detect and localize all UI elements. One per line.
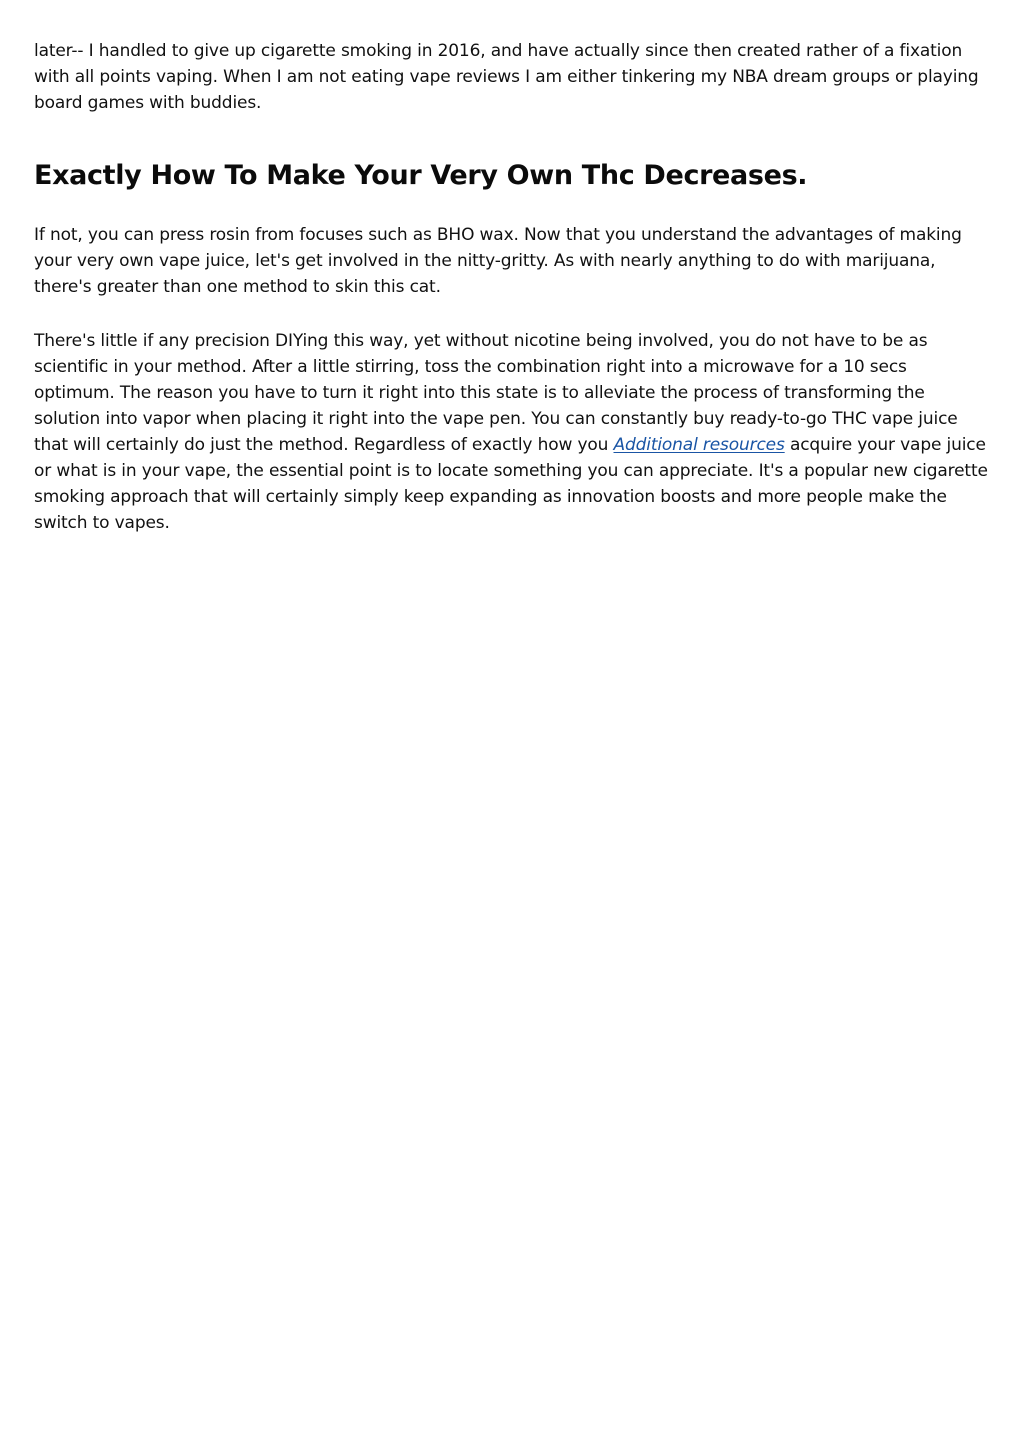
intro-paragraph: later-- I handled to give up cigarette smoking in 2016, and have actually since then created rather of a fixation with all points vaping. When I am not eating vape reviews I am either tinkering my NBA dream groups or playing board games with buddies.: [34, 41, 979, 113]
paragraph-3-text-before-link: There's little if any precision DIYing this way, yet without nicotine being involved, you do not have to be as scientific in your method. After a little stirring, toss the combination right into a microwave for a 10 secs optimum. The reason you have to turn it right into this state is to alleviate the process of transforming the solution into vapor when placing it right into the vape pen. You can constantly buy ready-to-go THC vape juice that will certainly do just the method. Regardless of exactly how you: [34, 331, 958, 455]
article-body: [34, 38, 994, 536]
section-heading: Exactly How To Make Your Very Own Thc Decreases.: [34, 160, 808, 191]
paragraph-3-text-after-link: acquire your vape juice or what is in your vape, the essential point is to locate something you can appreciate. It's a popular new cigarette smoking approach that will certainly simply keep expanding as innovation boosts and more people make the switch to vapes.: [34, 435, 988, 533]
additional-resources-link[interactable]: Additional resources: [613, 435, 785, 455]
paragraph-3: [34, 328, 992, 536]
paragraph-2: If not, you can press rosin from focuses such as BHO wax. Now that you understand the advantages of making your very own vape juice, let's get involved in the nitty-gritty. As with nearly anything to do with marijuana, there's greater than one method to skin this cat.: [34, 225, 962, 297]
